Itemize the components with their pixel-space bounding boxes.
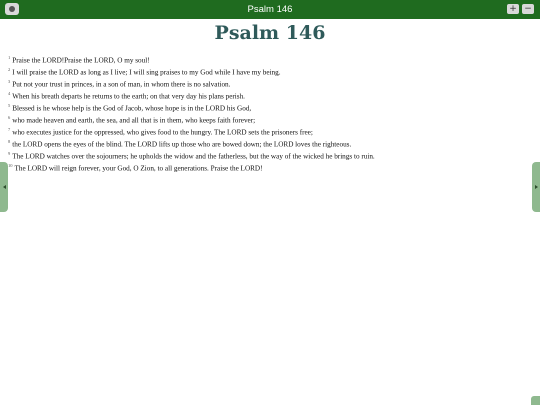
verse-number: 7 xyxy=(8,127,11,132)
verse-text: who made heaven and earth, the sea, and all that is in them, who keeps faith forever; xyxy=(12,116,256,124)
verse-item xyxy=(8,148,528,160)
verse-item xyxy=(8,160,528,172)
verse-number: 1 xyxy=(8,55,11,60)
chevron-right-icon xyxy=(535,185,538,189)
previous-chapter-tab[interactable] xyxy=(0,162,8,212)
verse-text: the LORD opens the eyes of the blind. The LORD lifts up those who are bowed down; the LORD loves the righteous. xyxy=(12,140,352,148)
zoom-out-button[interactable]: − xyxy=(522,4,534,14)
verse-item xyxy=(8,64,528,76)
verse-number: 10 xyxy=(8,163,13,168)
verse-text: The LORD will reign forever, your God, O Zion, to all generations. Praise the LORD! xyxy=(14,164,263,172)
verse-item xyxy=(8,136,528,148)
verse-number: 2 xyxy=(8,67,11,72)
verse-text: who executes justice for the oppressed, who gives food to the hungry. The LORD sets the prisoners free; xyxy=(12,128,313,136)
verse-list xyxy=(8,52,528,172)
window-title: Psalm 146 xyxy=(247,4,293,15)
zoom-in-button[interactable]: + xyxy=(507,4,519,14)
verse-text: Put not your trust in princes, in a son of man, in whom there is no salvation. xyxy=(12,80,231,88)
verse-item xyxy=(8,112,528,124)
verse-item xyxy=(8,88,528,100)
verse-item xyxy=(8,100,528,112)
verse-item xyxy=(8,76,528,88)
page-title: Psalm 146 xyxy=(214,22,326,44)
chevron-left-icon xyxy=(3,185,6,189)
verse-text: The LORD watches over the sojourners; he upholds the widow and the fatherless, but the way of the wicked he brings to ruin. xyxy=(12,152,375,160)
verse-text: I will praise the LORD as long as I live; I will sing praises to my God while I have my being. xyxy=(12,68,281,76)
verse-item xyxy=(8,52,528,64)
verse-number: 9 xyxy=(8,151,11,156)
verse-text: Blessed is he whose help is the God of Jacob, whose hope is in the LORD his God, xyxy=(12,104,252,112)
verse-text: When his breath departs he returns to the earth; on that very day his plans perish. xyxy=(12,92,245,100)
verse-item xyxy=(8,124,528,136)
verse-number: 5 xyxy=(8,103,11,108)
verse-number: 4 xyxy=(8,91,11,96)
corner-resize-handle[interactable] xyxy=(531,396,540,405)
verse-text: Praise the LORD!Praise the LORD, O my soul! xyxy=(12,56,150,64)
verse-number: 3 xyxy=(8,79,11,84)
next-chapter-tab[interactable] xyxy=(532,162,540,212)
top-bar xyxy=(0,0,540,19)
verse-number: 6 xyxy=(8,115,11,120)
verse-number: 8 xyxy=(8,139,11,144)
